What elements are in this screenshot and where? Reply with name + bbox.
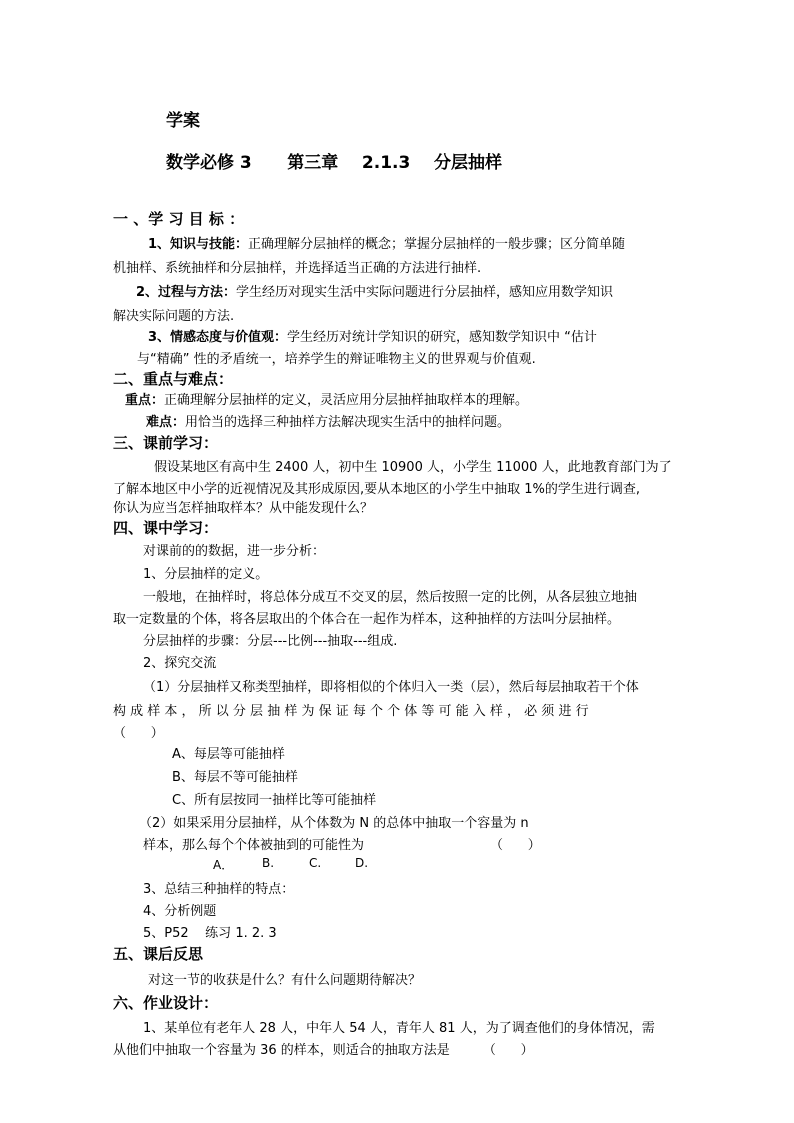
question2-option-d: D. bbox=[355, 856, 369, 870]
homework-line1: 1、某单位有老年人 28 人，中年人 54 人，青年人 81 人，为了调查他们的身体情况，需 bbox=[143, 1021, 655, 1036]
objective-attitude bbox=[148, 326, 597, 345]
explore-title: 2、探究交流 bbox=[143, 656, 217, 671]
sampling-steps: 分层抽样的步骤：分层---比例---抽取---组成. bbox=[143, 634, 398, 649]
key-point bbox=[125, 389, 528, 408]
pre-class-text-line1: 假设某地区有高中生 2400 人，初中生 10900 人，小学生 11000 人，此地教育部门为了 bbox=[154, 460, 672, 475]
question1-option-a: A、每层等可能抽样 bbox=[172, 747, 285, 762]
question2-answer-blank: （ ） bbox=[490, 838, 541, 853]
question1-answer-blank: （ ） bbox=[113, 726, 164, 741]
objective-knowledge-text: 正确理解分层抽样的概念；掌握分层抽样的一般步骤；区分简单随 bbox=[248, 237, 626, 252]
item-examples: 4、分析例题 bbox=[143, 904, 217, 919]
key-point-text: 正确理解分层抽样的定义，灵活应用分层抽样抽取样本的理解。 bbox=[164, 393, 529, 408]
objective-process-line2: 解决实际问题的方法. bbox=[113, 309, 235, 324]
section-homework-heading: 六、作业设计： bbox=[113, 994, 219, 1012]
objective-attitude-label: 3、情感态度与价值观： bbox=[148, 330, 288, 345]
question2-option-a: A． bbox=[213, 858, 234, 872]
definition-title: 1、分层抽样的定义。 bbox=[143, 567, 269, 582]
question1-line1: （1）分层抽样又称类型抽样，即将相似的个体归入一类（层），然后每层抽取若干个体 bbox=[143, 680, 639, 695]
section-pre-class-heading: 三、课前学习： bbox=[113, 434, 219, 452]
objective-knowledge-line2: 机抽样、系统抽样和分层抽样，并选择适当正确的方法进行抽样. bbox=[113, 261, 482, 276]
section-reflection-heading: 五、课后反思 bbox=[113, 945, 204, 963]
pre-class-text-line2: 了解本地区中小学的近视情况及其形成原因,要从本地区的小学生中抽取 1%的学生进行调查, bbox=[113, 482, 641, 497]
question2-option-b: B. bbox=[262, 856, 275, 870]
objective-process-label: 2、过程与方法： bbox=[136, 285, 237, 300]
objective-attitude-line2: 与“精确” 性的矛盾统一，培养学生的辩证唯物主义的世界观与价值观. bbox=[137, 352, 536, 367]
question1-line2: 构 成 样 本 ， 所 以 分 层 抽 样 为 保 证 每 个 个 体 等 可 能 入 样 ， 必 须 进 行 bbox=[113, 704, 589, 719]
key-point-label: 重点： bbox=[125, 393, 165, 408]
difficulty-point-text: 用恰当的选择三种抽样方法解决现实生活中的抽样问题。 bbox=[185, 415, 511, 430]
objective-knowledge bbox=[148, 233, 625, 252]
document-label: 学案 bbox=[166, 111, 200, 131]
question2-option-c: C. bbox=[309, 856, 322, 870]
objective-process bbox=[136, 281, 613, 300]
homework-line2: 从他们中抽取一个容量为 36 的样本，则适合的抽取方法是 （ ） bbox=[113, 1043, 534, 1058]
difficulty-point-label: 难点： bbox=[146, 415, 186, 430]
item-summary: 3、总结三种抽样的特点： bbox=[143, 882, 295, 897]
section-objectives-heading: 一 、学 习 目 标 ： bbox=[113, 210, 245, 228]
section-in-class-heading: 四、课中学习： bbox=[113, 519, 219, 537]
objective-process-text: 学生经历对现实生活中实际问题进行分层抽样，感知应用数学知识 bbox=[236, 285, 614, 300]
difficulty-point bbox=[146, 411, 510, 430]
question1-option-c: C、所有层按同一抽样比等可能抽样 bbox=[172, 793, 377, 808]
objective-knowledge-label: 1、知识与技能： bbox=[148, 237, 249, 252]
question1-option-b: B、每层不等可能抽样 bbox=[172, 770, 298, 785]
document-title: 数学必修 3 第三章 2.1.3 分层抽样 bbox=[166, 153, 503, 173]
pre-class-text-line3: 你认为应当怎样抽取样本？从中能发现什么？ bbox=[113, 501, 374, 516]
in-class-intro: 对课前的的数据，进一步分析： bbox=[143, 544, 326, 559]
definition-line1: 一般地，在抽样时，将总体分成互不交叉的层，然后按照一定的比例，从各层独立地抽 bbox=[143, 590, 638, 605]
definition-line2: 取一定数量的个体，将各层取出的个体合在一起作为样本，这种抽样的方法叫分层抽样。 bbox=[113, 612, 621, 627]
question2-line2: 样本，那么每个个体被抽到的可能性为 bbox=[143, 838, 365, 853]
item-exercises: 5、P52 练习 1. 2. 3 bbox=[143, 926, 277, 941]
question2-line1: （2）如果采用分层抽样，从个体数为 N 的总体中抽取一个容量为 n bbox=[139, 816, 529, 831]
reflection-text: 对这一节的收获是什么？有什么问题期待解决？ bbox=[148, 973, 422, 988]
section-key-points-heading: 二、重点与难点： bbox=[113, 370, 234, 388]
objective-attitude-text: 学生经历对统计学知识的研究，感知数学知识中 “估计 bbox=[287, 330, 597, 345]
